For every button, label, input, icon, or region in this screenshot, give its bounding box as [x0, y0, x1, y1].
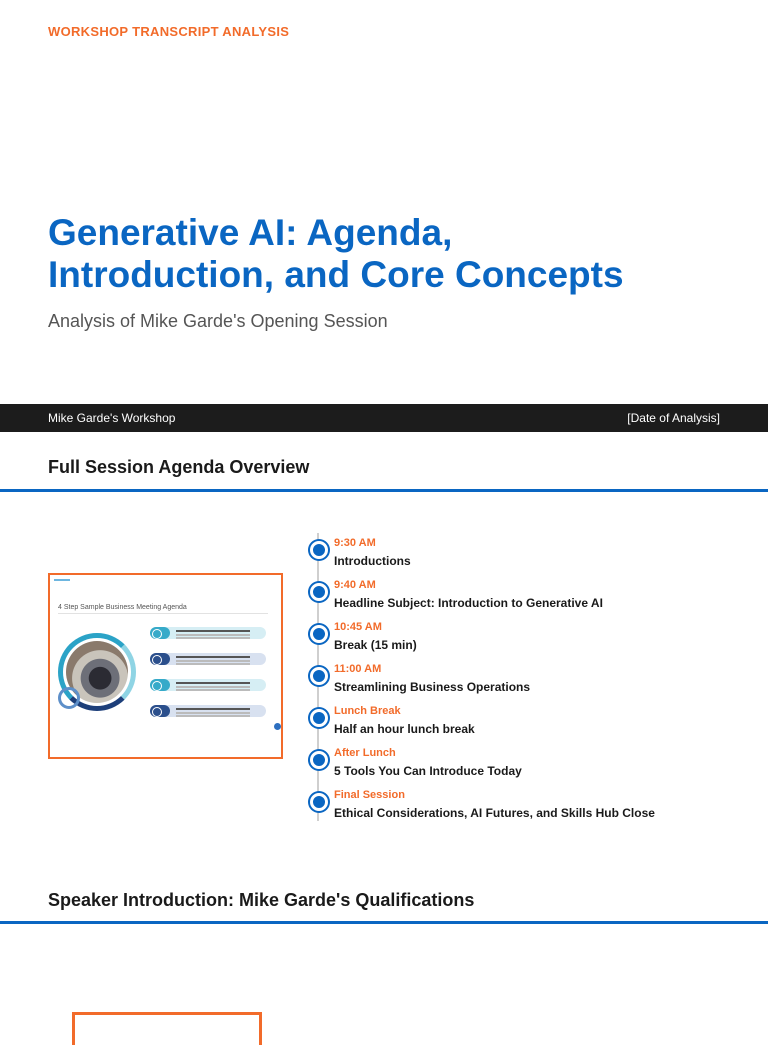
timeline-dot-icon — [310, 541, 328, 559]
agenda-description: Half an hour lunch break — [334, 722, 475, 736]
speaker-image-frame — [72, 1012, 262, 1045]
agenda-time: 9:30 AM — [334, 537, 376, 549]
agenda-time: Final Session — [334, 789, 405, 801]
eyebrow-label: WORKSHOP TRANSCRIPT ANALYSIS — [48, 24, 290, 39]
step-number-icon — [152, 655, 162, 665]
agenda-item — [310, 745, 750, 785]
workshop-name: Mike Garde's Workshop — [48, 411, 176, 425]
timeline-dot-icon — [310, 793, 328, 811]
speaker-section-heading: Speaker Introduction: Mike Garde's Qualifications — [48, 890, 475, 910]
page-title-line-1: Generative AI: Agenda, — [48, 212, 453, 253]
speaker-section-rule — [0, 921, 768, 924]
thumbnail-link-icon — [58, 687, 80, 709]
thumbnail-step-2 — [150, 653, 266, 665]
timeline-dot-icon — [310, 583, 328, 601]
thumbnail-title: 4 Step Sample Business Meeting Agenda — [58, 604, 187, 611]
agenda-item — [310, 661, 750, 701]
thumbnail-step-4 — [150, 705, 266, 717]
timeline-dot-icon — [310, 667, 328, 685]
timeline-dot-icon — [310, 751, 328, 769]
agenda-time: 9:40 AM — [334, 579, 376, 591]
step-number-icon — [152, 629, 162, 639]
step-number-icon — [152, 707, 162, 717]
step-number-icon — [152, 681, 162, 691]
agenda-item — [310, 703, 750, 743]
thumbnail-step-3 — [150, 679, 266, 691]
thumbnail-accent-strip — [54, 579, 70, 581]
page-subtitle: Analysis of Mike Garde's Opening Session — [48, 311, 388, 331]
thumbnail-dot — [274, 723, 281, 730]
thumbnail-divider — [58, 613, 268, 614]
timeline-dot-icon — [310, 709, 328, 727]
agenda-description: Streamlining Business Operations — [334, 680, 531, 694]
agenda-description: Introductions — [334, 554, 411, 568]
agenda-section-rule — [0, 489, 768, 492]
agenda-time: 10:45 AM — [334, 621, 382, 633]
page-title — [48, 212, 728, 296]
agenda-item — [310, 619, 750, 659]
info-band — [0, 404, 768, 432]
page-title-line-2: Introduction, and Core Concepts — [48, 254, 624, 295]
agenda-item — [310, 787, 750, 827]
agenda-time: 11:00 AM — [334, 663, 382, 675]
agenda-item — [310, 535, 750, 575]
agenda-description: Ethical Considerations, AI Futures, and Skills Hub Close — [334, 806, 655, 820]
agenda-slide-thumbnail — [48, 573, 283, 759]
timeline-dot-icon — [310, 625, 328, 643]
thumbnail-step-1 — [150, 627, 266, 639]
agenda-timeline — [310, 533, 750, 821]
agenda-description: Headline Subject: Introduction to Generative AI — [334, 596, 603, 610]
agenda-section-heading: Full Session Agenda Overview — [48, 457, 310, 477]
agenda-time: Lunch Break — [334, 705, 401, 717]
agenda-time: After Lunch — [334, 747, 396, 759]
agenda-description: Break (15 min) — [334, 638, 417, 652]
agenda-item — [310, 577, 750, 617]
analysis-date: [Date of Analysis] — [627, 411, 720, 425]
agenda-description: 5 Tools You Can Introduce Today — [334, 764, 522, 778]
